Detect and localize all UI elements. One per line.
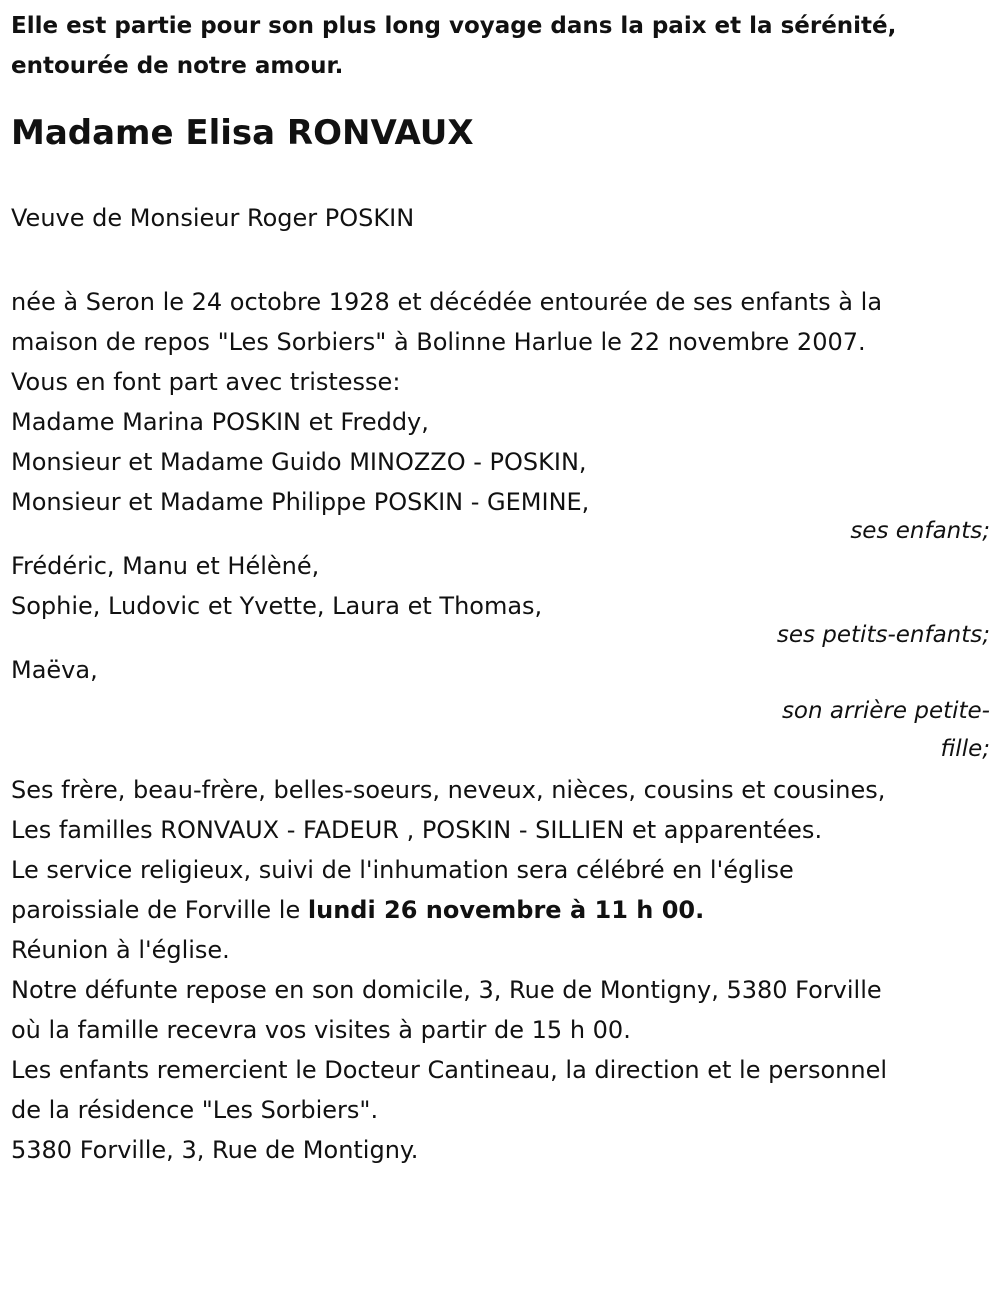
meeting-paragraph <box>11 930 990 970</box>
repose-paragraph <box>11 970 990 1050</box>
grandchild-entry: Frédéric, Manu et Hélèné, <box>11 552 320 580</box>
address-text: 5380 Forville, 3, Rue de Montigny. <box>11 1136 419 1164</box>
great-grandchildren-role: son arrière petite-fille; <box>781 698 990 762</box>
announcement-intro: Vous en font part avec tristesse: <box>11 368 401 396</box>
birth-death-paragraph <box>11 282 990 362</box>
meeting-text: Réunion à l'église. <box>11 936 230 964</box>
service-line-1: Le service religieux, suivi de l'inhumation sera célébré en l'église <box>11 856 794 884</box>
other-family-entry: Les familles RONVAUX - FADEUR , POSKIN - SILLIEN et apparentées. <box>11 816 823 844</box>
thanks-line-1: Les enfants remercient le Docteur Cantineau, la direction et le personnel <box>11 1056 887 1084</box>
thanks-paragraph <box>11 1050 990 1130</box>
child-entry: Monsieur et Madame Guido MINOZZO - POSKIN, <box>11 448 587 476</box>
repose-line-1: Notre défunte repose en son domicile, 3, Rue de Montigny, 5380 Forville <box>11 976 882 1004</box>
repose-line-2: où la famille recevra vos visites à partir de 15 h 00. <box>11 1016 631 1044</box>
service-location: paroissiale de Forville le <box>11 896 308 924</box>
widow-of: Veuve de Monsieur Roger POSKIN <box>11 204 415 232</box>
intro-line-1: Elle est partie pour son plus long voyage dans la paix et la sérénité, <box>11 13 897 39</box>
child-entry: Madame Marina POSKIN et Freddy, <box>11 408 429 436</box>
intro-text <box>11 6 990 86</box>
grandchildren-role: ses petits-enfants; <box>776 622 990 648</box>
service-paragraph <box>11 850 990 930</box>
other-family-entry: Ses frère, beau-frère, belles-soeurs, neveux, nièces, cousins et cousines, <box>11 776 886 804</box>
birth-death-line-2: maison de repos "Les Sorbiers" à Bolinne Harlue le 22 novembre 2007. <box>11 328 866 356</box>
intro-line-2: entourée de notre amour. <box>11 53 344 79</box>
address-paragraph <box>11 1130 990 1170</box>
obituary-page <box>0 6 1000 1301</box>
service-line-2 <box>11 890 990 930</box>
grandchild-entry: Sophie, Ludovic et Yvette, Laura et Thomas, <box>11 592 543 620</box>
great-grandchild-entry: Maëva, <box>11 656 98 684</box>
announcement-section <box>11 362 990 850</box>
child-entry: Monsieur et Madame Philippe POSKIN - GEMINE, <box>11 488 590 516</box>
thanks-line-2: de la résidence "Les Sorbiers". <box>11 1096 379 1124</box>
birth-death-line-1: née à Seron le 24 octobre 1928 et décédée entourée de ses enfants à la <box>11 288 883 316</box>
children-role: ses enfants; <box>850 518 990 544</box>
service-date-time: lundi 26 novembre à 11 h 00. <box>307 896 705 924</box>
deceased-name: Madame Elisa RONVAUX <box>11 113 474 153</box>
